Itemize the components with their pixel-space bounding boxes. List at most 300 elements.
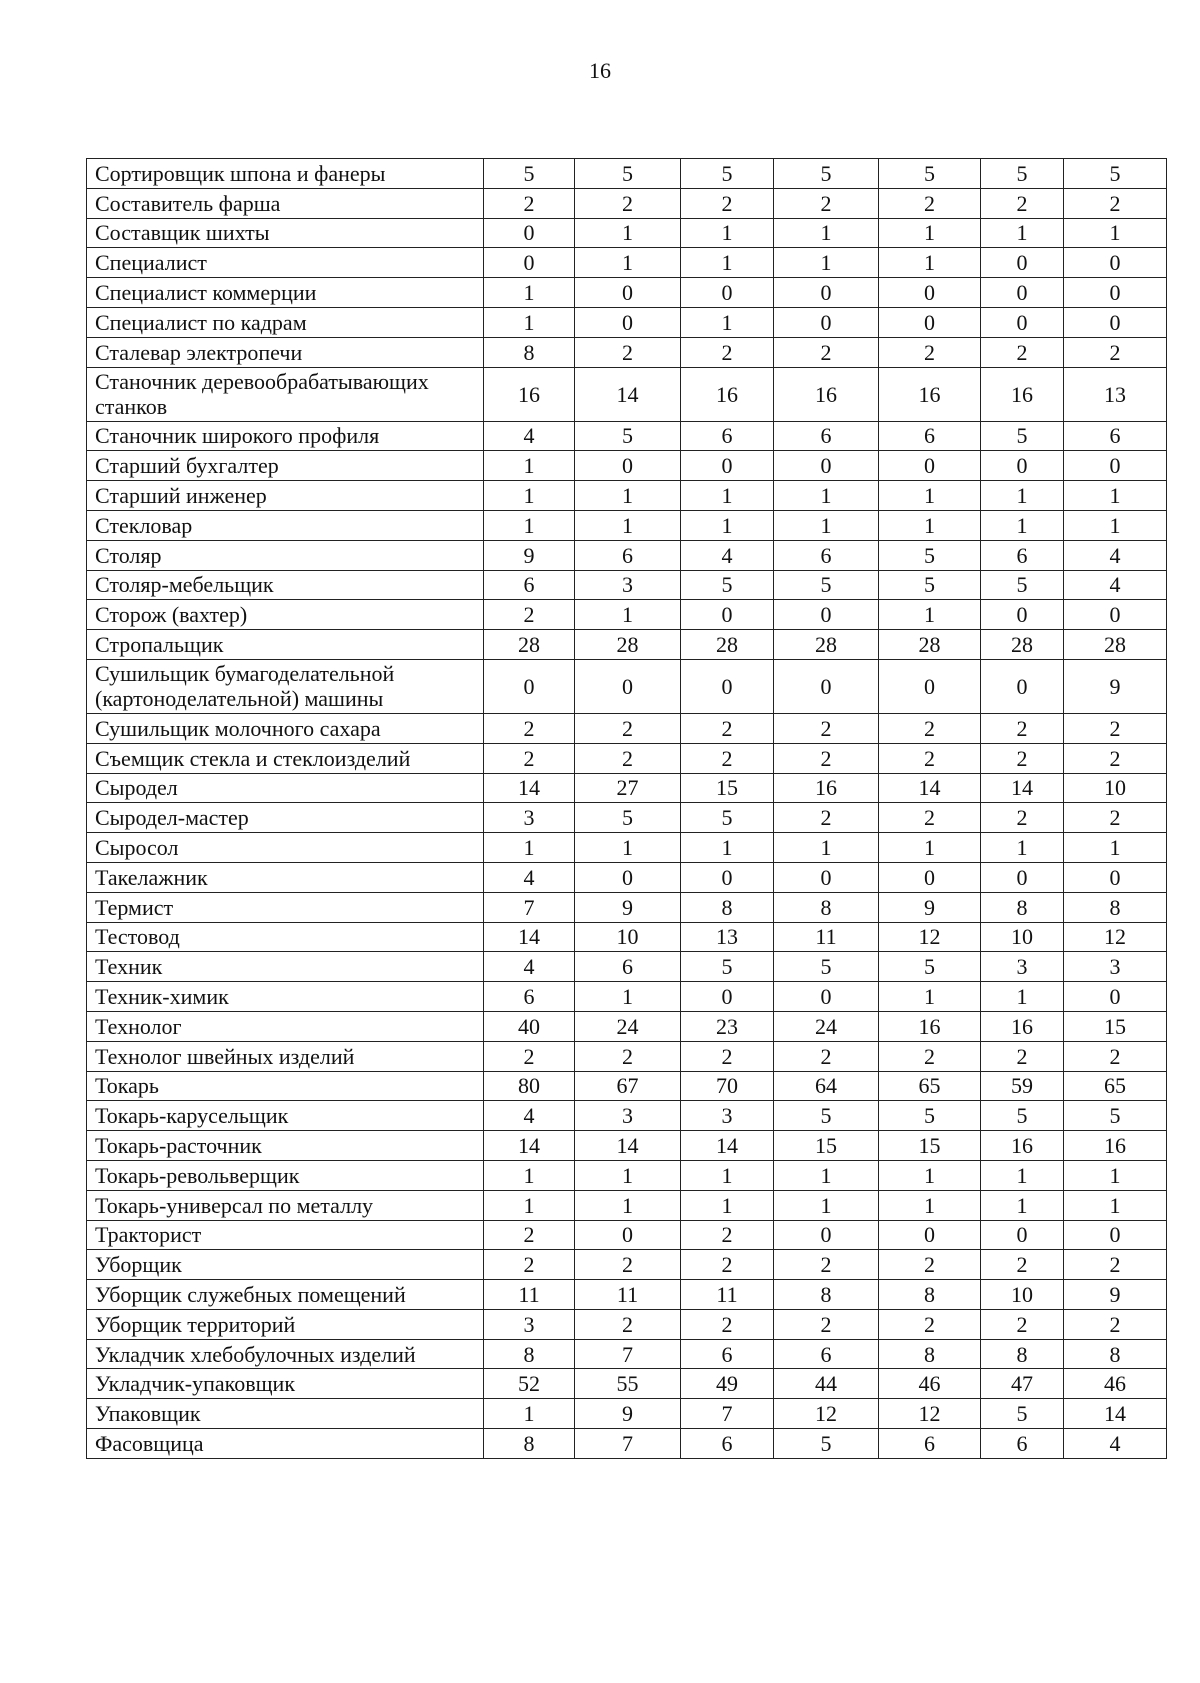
value-cell: 1: [879, 600, 981, 630]
value-cell: 0: [575, 862, 681, 892]
value-cell: 1: [575, 248, 681, 278]
value-cell: 5: [981, 159, 1064, 189]
value-cell: 0: [981, 600, 1064, 630]
value-cell: 15: [681, 773, 774, 803]
table-row: [87, 1220, 1167, 1250]
value-cell: 0: [1064, 307, 1167, 337]
profession-cell: Упаковщик: [87, 1399, 484, 1429]
table-row: [87, 600, 1167, 630]
value-cell: 14: [879, 773, 981, 803]
table-row: [87, 1071, 1167, 1101]
value-cell: 14: [1064, 1399, 1167, 1429]
value-cell: 1: [1064, 218, 1167, 248]
profession-cell: Специалист коммерции: [87, 278, 484, 308]
value-cell: 0: [1064, 1220, 1167, 1250]
value-cell: 4: [484, 952, 575, 982]
value-cell: 6: [879, 1429, 981, 1459]
value-cell: 0: [681, 278, 774, 308]
table-row: [87, 922, 1167, 952]
profession-cell: Токарь-расточник: [87, 1131, 484, 1161]
value-cell: 0: [681, 659, 774, 713]
value-cell: 28: [1064, 630, 1167, 660]
value-cell: 1: [774, 481, 879, 511]
value-cell: 2: [774, 337, 879, 367]
value-cell: 5: [484, 159, 575, 189]
value-cell: 2: [681, 1041, 774, 1071]
value-cell: 6: [774, 1339, 879, 1369]
table-row: [87, 982, 1167, 1012]
profession-cell: Столяр-мебельщик: [87, 570, 484, 600]
profession-cell: Составитель фарша: [87, 188, 484, 218]
value-cell: 24: [575, 1011, 681, 1041]
value-cell: 2: [774, 803, 879, 833]
profession-cell: Старший бухгалтер: [87, 451, 484, 481]
value-cell: 2: [1064, 1309, 1167, 1339]
profession-cell: Тестовод: [87, 922, 484, 952]
value-cell: 2: [575, 713, 681, 743]
value-cell: 3: [575, 570, 681, 600]
value-cell: 12: [1064, 922, 1167, 952]
value-cell: 12: [879, 922, 981, 952]
value-cell: 0: [879, 659, 981, 713]
value-cell: 0: [774, 862, 879, 892]
table-row: [87, 1250, 1167, 1280]
value-cell: 59: [981, 1071, 1064, 1101]
value-cell: 0: [981, 1220, 1064, 1250]
value-cell: 0: [879, 1220, 981, 1250]
table-body: [87, 159, 1167, 1459]
value-cell: 4: [484, 1101, 575, 1131]
value-cell: 6: [681, 1339, 774, 1369]
value-cell: 5: [575, 421, 681, 451]
value-cell: 2: [681, 337, 774, 367]
table-row: [87, 713, 1167, 743]
value-cell: 28: [575, 630, 681, 660]
value-cell: 2: [484, 1220, 575, 1250]
table-row: [87, 248, 1167, 278]
value-cell: 16: [774, 773, 879, 803]
value-cell: 6: [681, 1429, 774, 1459]
value-cell: 0: [575, 659, 681, 713]
value-cell: 0: [575, 1220, 681, 1250]
value-cell: 4: [484, 421, 575, 451]
value-cell: 8: [879, 1339, 981, 1369]
table-row: [87, 803, 1167, 833]
value-cell: 1: [981, 833, 1064, 863]
value-cell: 2: [879, 188, 981, 218]
value-cell: 1: [681, 218, 774, 248]
value-cell: 2: [575, 337, 681, 367]
value-cell: 1: [981, 481, 1064, 511]
value-cell: 0: [774, 982, 879, 1012]
value-cell: 7: [575, 1429, 681, 1459]
value-cell: 2: [774, 1309, 879, 1339]
value-cell: 0: [774, 307, 879, 337]
value-cell: 6: [981, 1429, 1064, 1459]
value-cell: 14: [484, 1131, 575, 1161]
value-cell: 2: [981, 1250, 1064, 1280]
value-cell: 70: [681, 1071, 774, 1101]
value-cell: 1: [681, 833, 774, 863]
value-cell: 0: [1064, 982, 1167, 1012]
profession-cell: Укладчик хлебобулочных изделий: [87, 1339, 484, 1369]
value-cell: 2: [575, 1309, 681, 1339]
table-row: [87, 1101, 1167, 1131]
value-cell: 0: [981, 451, 1064, 481]
value-cell: 0: [575, 451, 681, 481]
value-cell: 2: [575, 1250, 681, 1280]
value-cell: 44: [774, 1369, 879, 1399]
value-cell: 1: [681, 481, 774, 511]
value-cell: 1: [879, 248, 981, 278]
value-cell: 8: [879, 1280, 981, 1310]
value-cell: 4: [681, 540, 774, 570]
table-row: [87, 1160, 1167, 1190]
profession-cell: Сталевар электропечи: [87, 337, 484, 367]
value-cell: 5: [879, 570, 981, 600]
value-cell: 1: [575, 600, 681, 630]
value-cell: 2: [879, 1041, 981, 1071]
table-row: [87, 451, 1167, 481]
profession-cell: Станочник широкого профиля: [87, 421, 484, 451]
value-cell: 1: [575, 510, 681, 540]
value-cell: 1: [981, 982, 1064, 1012]
value-cell: 2: [575, 188, 681, 218]
value-cell: 6: [981, 540, 1064, 570]
value-cell: 13: [681, 922, 774, 952]
value-cell: 1: [774, 218, 879, 248]
value-cell: 1: [575, 481, 681, 511]
value-cell: 10: [575, 922, 681, 952]
value-cell: 24: [774, 1011, 879, 1041]
value-cell: 28: [879, 630, 981, 660]
value-cell: 9: [575, 1399, 681, 1429]
value-cell: 2: [879, 803, 981, 833]
value-cell: 2: [981, 713, 1064, 743]
value-cell: 2: [774, 1041, 879, 1071]
table-row: [87, 1399, 1167, 1429]
value-cell: 1: [981, 1190, 1064, 1220]
value-cell: 8: [981, 1339, 1064, 1369]
value-cell: 1: [1064, 1190, 1167, 1220]
value-cell: 14: [484, 773, 575, 803]
value-cell: 12: [879, 1399, 981, 1429]
value-cell: 65: [1064, 1071, 1167, 1101]
value-cell: 0: [484, 659, 575, 713]
value-cell: 1: [484, 451, 575, 481]
value-cell: 2: [879, 337, 981, 367]
profession-cell: Сыросол: [87, 833, 484, 863]
value-cell: 0: [681, 451, 774, 481]
profession-cell: Стропальщик: [87, 630, 484, 660]
value-cell: 1: [484, 481, 575, 511]
value-cell: 11: [484, 1280, 575, 1310]
value-cell: 10: [981, 922, 1064, 952]
value-cell: 16: [879, 367, 981, 421]
value-cell: 5: [981, 421, 1064, 451]
value-cell: 8: [1064, 892, 1167, 922]
value-cell: 0: [981, 307, 1064, 337]
value-cell: 2: [681, 713, 774, 743]
table-row: [87, 510, 1167, 540]
value-cell: 3: [1064, 952, 1167, 982]
value-cell: 1: [981, 1160, 1064, 1190]
value-cell: 5: [774, 570, 879, 600]
table-row: [87, 570, 1167, 600]
table-row: [87, 307, 1167, 337]
value-cell: 2: [774, 188, 879, 218]
value-cell: 2: [575, 1041, 681, 1071]
value-cell: 28: [774, 630, 879, 660]
value-cell: 1: [681, 1190, 774, 1220]
value-cell: 49: [681, 1369, 774, 1399]
value-cell: 2: [879, 1250, 981, 1280]
value-cell: 9: [1064, 1280, 1167, 1310]
table-row: [87, 1190, 1167, 1220]
profession-cell: Сыродел: [87, 773, 484, 803]
value-cell: 6: [774, 421, 879, 451]
table-row: [87, 218, 1167, 248]
profession-cell: Специалист: [87, 248, 484, 278]
value-cell: 1: [879, 833, 981, 863]
value-cell: 2: [1064, 188, 1167, 218]
value-cell: 2: [981, 1309, 1064, 1339]
value-cell: 1: [484, 278, 575, 308]
value-cell: 2: [981, 337, 1064, 367]
value-cell: 5: [774, 159, 879, 189]
value-cell: 1: [484, 1399, 575, 1429]
value-cell: 0: [774, 451, 879, 481]
profession-cell: Тракторист: [87, 1220, 484, 1250]
value-cell: 1: [575, 833, 681, 863]
profession-cell: Стекловар: [87, 510, 484, 540]
profession-cell: Столяр: [87, 540, 484, 570]
value-cell: 0: [484, 248, 575, 278]
table-row: [87, 659, 1167, 713]
value-cell: 1: [1064, 833, 1167, 863]
value-cell: 0: [1064, 451, 1167, 481]
value-cell: 1: [879, 510, 981, 540]
table-row: [87, 481, 1167, 511]
table-row: [87, 892, 1167, 922]
value-cell: 2: [1064, 1250, 1167, 1280]
value-cell: 13: [1064, 367, 1167, 421]
value-cell: 7: [575, 1339, 681, 1369]
value-cell: 2: [681, 1250, 774, 1280]
value-cell: 6: [484, 570, 575, 600]
table-row: [87, 1339, 1167, 1369]
value-cell: 14: [575, 1131, 681, 1161]
table-row: [87, 743, 1167, 773]
value-cell: 7: [484, 892, 575, 922]
value-cell: 2: [484, 600, 575, 630]
profession-cell: Такелажник: [87, 862, 484, 892]
value-cell: 8: [681, 892, 774, 922]
value-cell: 0: [879, 307, 981, 337]
value-cell: 5: [1064, 1101, 1167, 1131]
value-cell: 0: [981, 862, 1064, 892]
profession-cell: Сыродел-мастер: [87, 803, 484, 833]
value-cell: 5: [774, 1101, 879, 1131]
table-row: [87, 630, 1167, 660]
value-cell: 46: [1064, 1369, 1167, 1399]
value-cell: 5: [879, 1101, 981, 1131]
value-cell: 0: [681, 982, 774, 1012]
value-cell: 67: [575, 1071, 681, 1101]
profession-cell: Специалист по кадрам: [87, 307, 484, 337]
profession-cell: Станочник деревообрабатывающих станков: [87, 367, 484, 421]
profession-cell: Составщик шихты: [87, 218, 484, 248]
value-cell: 2: [484, 713, 575, 743]
value-cell: 16: [681, 367, 774, 421]
profession-cell: Уборщик служебных помещений: [87, 1280, 484, 1310]
value-cell: 1: [484, 1160, 575, 1190]
value-cell: 5: [879, 159, 981, 189]
value-cell: 2: [575, 743, 681, 773]
value-cell: 0: [774, 600, 879, 630]
value-cell: 2: [1064, 803, 1167, 833]
table-row: [87, 1011, 1167, 1041]
value-cell: 1: [981, 218, 1064, 248]
value-cell: 5: [681, 159, 774, 189]
value-cell: 28: [981, 630, 1064, 660]
profession-cell: Токарь-карусельщик: [87, 1101, 484, 1131]
value-cell: 11: [774, 922, 879, 952]
value-cell: 2: [681, 1309, 774, 1339]
value-cell: 12: [774, 1399, 879, 1429]
value-cell: 52: [484, 1369, 575, 1399]
value-cell: 6: [575, 952, 681, 982]
value-cell: 1: [484, 510, 575, 540]
value-cell: 2: [484, 188, 575, 218]
table-row: [87, 952, 1167, 982]
value-cell: 40: [484, 1011, 575, 1041]
value-cell: 5: [681, 570, 774, 600]
value-cell: 8: [774, 1280, 879, 1310]
value-cell: 3: [681, 1101, 774, 1131]
value-cell: 23: [681, 1011, 774, 1041]
value-cell: 16: [879, 1011, 981, 1041]
value-cell: 64: [774, 1071, 879, 1101]
value-cell: 0: [774, 278, 879, 308]
value-cell: 1: [774, 1190, 879, 1220]
value-cell: 0: [575, 278, 681, 308]
value-cell: 0: [981, 659, 1064, 713]
value-cell: 1: [575, 982, 681, 1012]
value-cell: 5: [879, 540, 981, 570]
value-cell: 0: [575, 307, 681, 337]
profession-cell: Фасовщица: [87, 1429, 484, 1459]
value-cell: 3: [575, 1101, 681, 1131]
value-cell: 2: [1064, 743, 1167, 773]
profession-cell: Технолог швейных изделий: [87, 1041, 484, 1071]
table-row: [87, 833, 1167, 863]
table-row: [87, 773, 1167, 803]
value-cell: 2: [1064, 1041, 1167, 1071]
profession-cell: Сушильщик бумагоделательной (картоноделательной) машины: [87, 659, 484, 713]
value-cell: 8: [1064, 1339, 1167, 1369]
profession-cell: Укладчик-упаковщик: [87, 1369, 484, 1399]
value-cell: 1: [484, 307, 575, 337]
table-row: [87, 278, 1167, 308]
value-cell: 1: [774, 1160, 879, 1190]
value-cell: 1: [879, 982, 981, 1012]
value-cell: 1: [1064, 510, 1167, 540]
value-cell: 2: [681, 743, 774, 773]
value-cell: 2: [774, 1250, 879, 1280]
value-cell: 8: [484, 1429, 575, 1459]
value-cell: 47: [981, 1369, 1064, 1399]
value-cell: 2: [681, 188, 774, 218]
value-cell: 2: [681, 1220, 774, 1250]
value-cell: 6: [484, 982, 575, 1012]
value-cell: 2: [1064, 337, 1167, 367]
value-cell: 1: [879, 1190, 981, 1220]
value-cell: 15: [774, 1131, 879, 1161]
value-cell: 2: [981, 1041, 1064, 1071]
table-row: [87, 159, 1167, 189]
value-cell: 5: [981, 1399, 1064, 1429]
value-cell: 7: [681, 1399, 774, 1429]
value-cell: 65: [879, 1071, 981, 1101]
value-cell: 9: [575, 892, 681, 922]
value-cell: 16: [484, 367, 575, 421]
value-cell: 1: [879, 218, 981, 248]
value-cell: 1: [1064, 481, 1167, 511]
value-cell: 15: [879, 1131, 981, 1161]
value-cell: 14: [681, 1131, 774, 1161]
value-cell: 1: [774, 248, 879, 278]
value-cell: 2: [484, 1041, 575, 1071]
value-cell: 2: [774, 743, 879, 773]
value-cell: 14: [981, 773, 1064, 803]
value-cell: 1: [981, 510, 1064, 540]
value-cell: 3: [981, 952, 1064, 982]
value-cell: 2: [484, 743, 575, 773]
value-cell: 1: [575, 1190, 681, 1220]
value-cell: 0: [879, 278, 981, 308]
profession-cell: Уборщик: [87, 1250, 484, 1280]
value-cell: 1: [681, 510, 774, 540]
value-cell: 9: [484, 540, 575, 570]
value-cell: 8: [981, 892, 1064, 922]
value-cell: 0: [981, 248, 1064, 278]
value-cell: 0: [981, 278, 1064, 308]
value-cell: 11: [575, 1280, 681, 1310]
value-cell: 2: [774, 713, 879, 743]
value-cell: 0: [484, 218, 575, 248]
table-row: [87, 421, 1167, 451]
value-cell: 5: [1064, 159, 1167, 189]
value-cell: 2: [879, 1309, 981, 1339]
value-cell: 1: [484, 1190, 575, 1220]
value-cell: 9: [879, 892, 981, 922]
value-cell: 6: [681, 421, 774, 451]
value-cell: 8: [774, 892, 879, 922]
table-row: [87, 188, 1167, 218]
value-cell: 0: [879, 862, 981, 892]
value-cell: 8: [484, 337, 575, 367]
value-cell: 5: [774, 952, 879, 982]
value-cell: 0: [774, 659, 879, 713]
profession-cell: Токарь-универсал по металлу: [87, 1190, 484, 1220]
profession-cell: Термист: [87, 892, 484, 922]
value-cell: 5: [981, 1101, 1064, 1131]
value-cell: 1: [575, 1160, 681, 1190]
value-cell: 16: [774, 367, 879, 421]
value-cell: 0: [774, 1220, 879, 1250]
profession-cell: Токарь: [87, 1071, 484, 1101]
